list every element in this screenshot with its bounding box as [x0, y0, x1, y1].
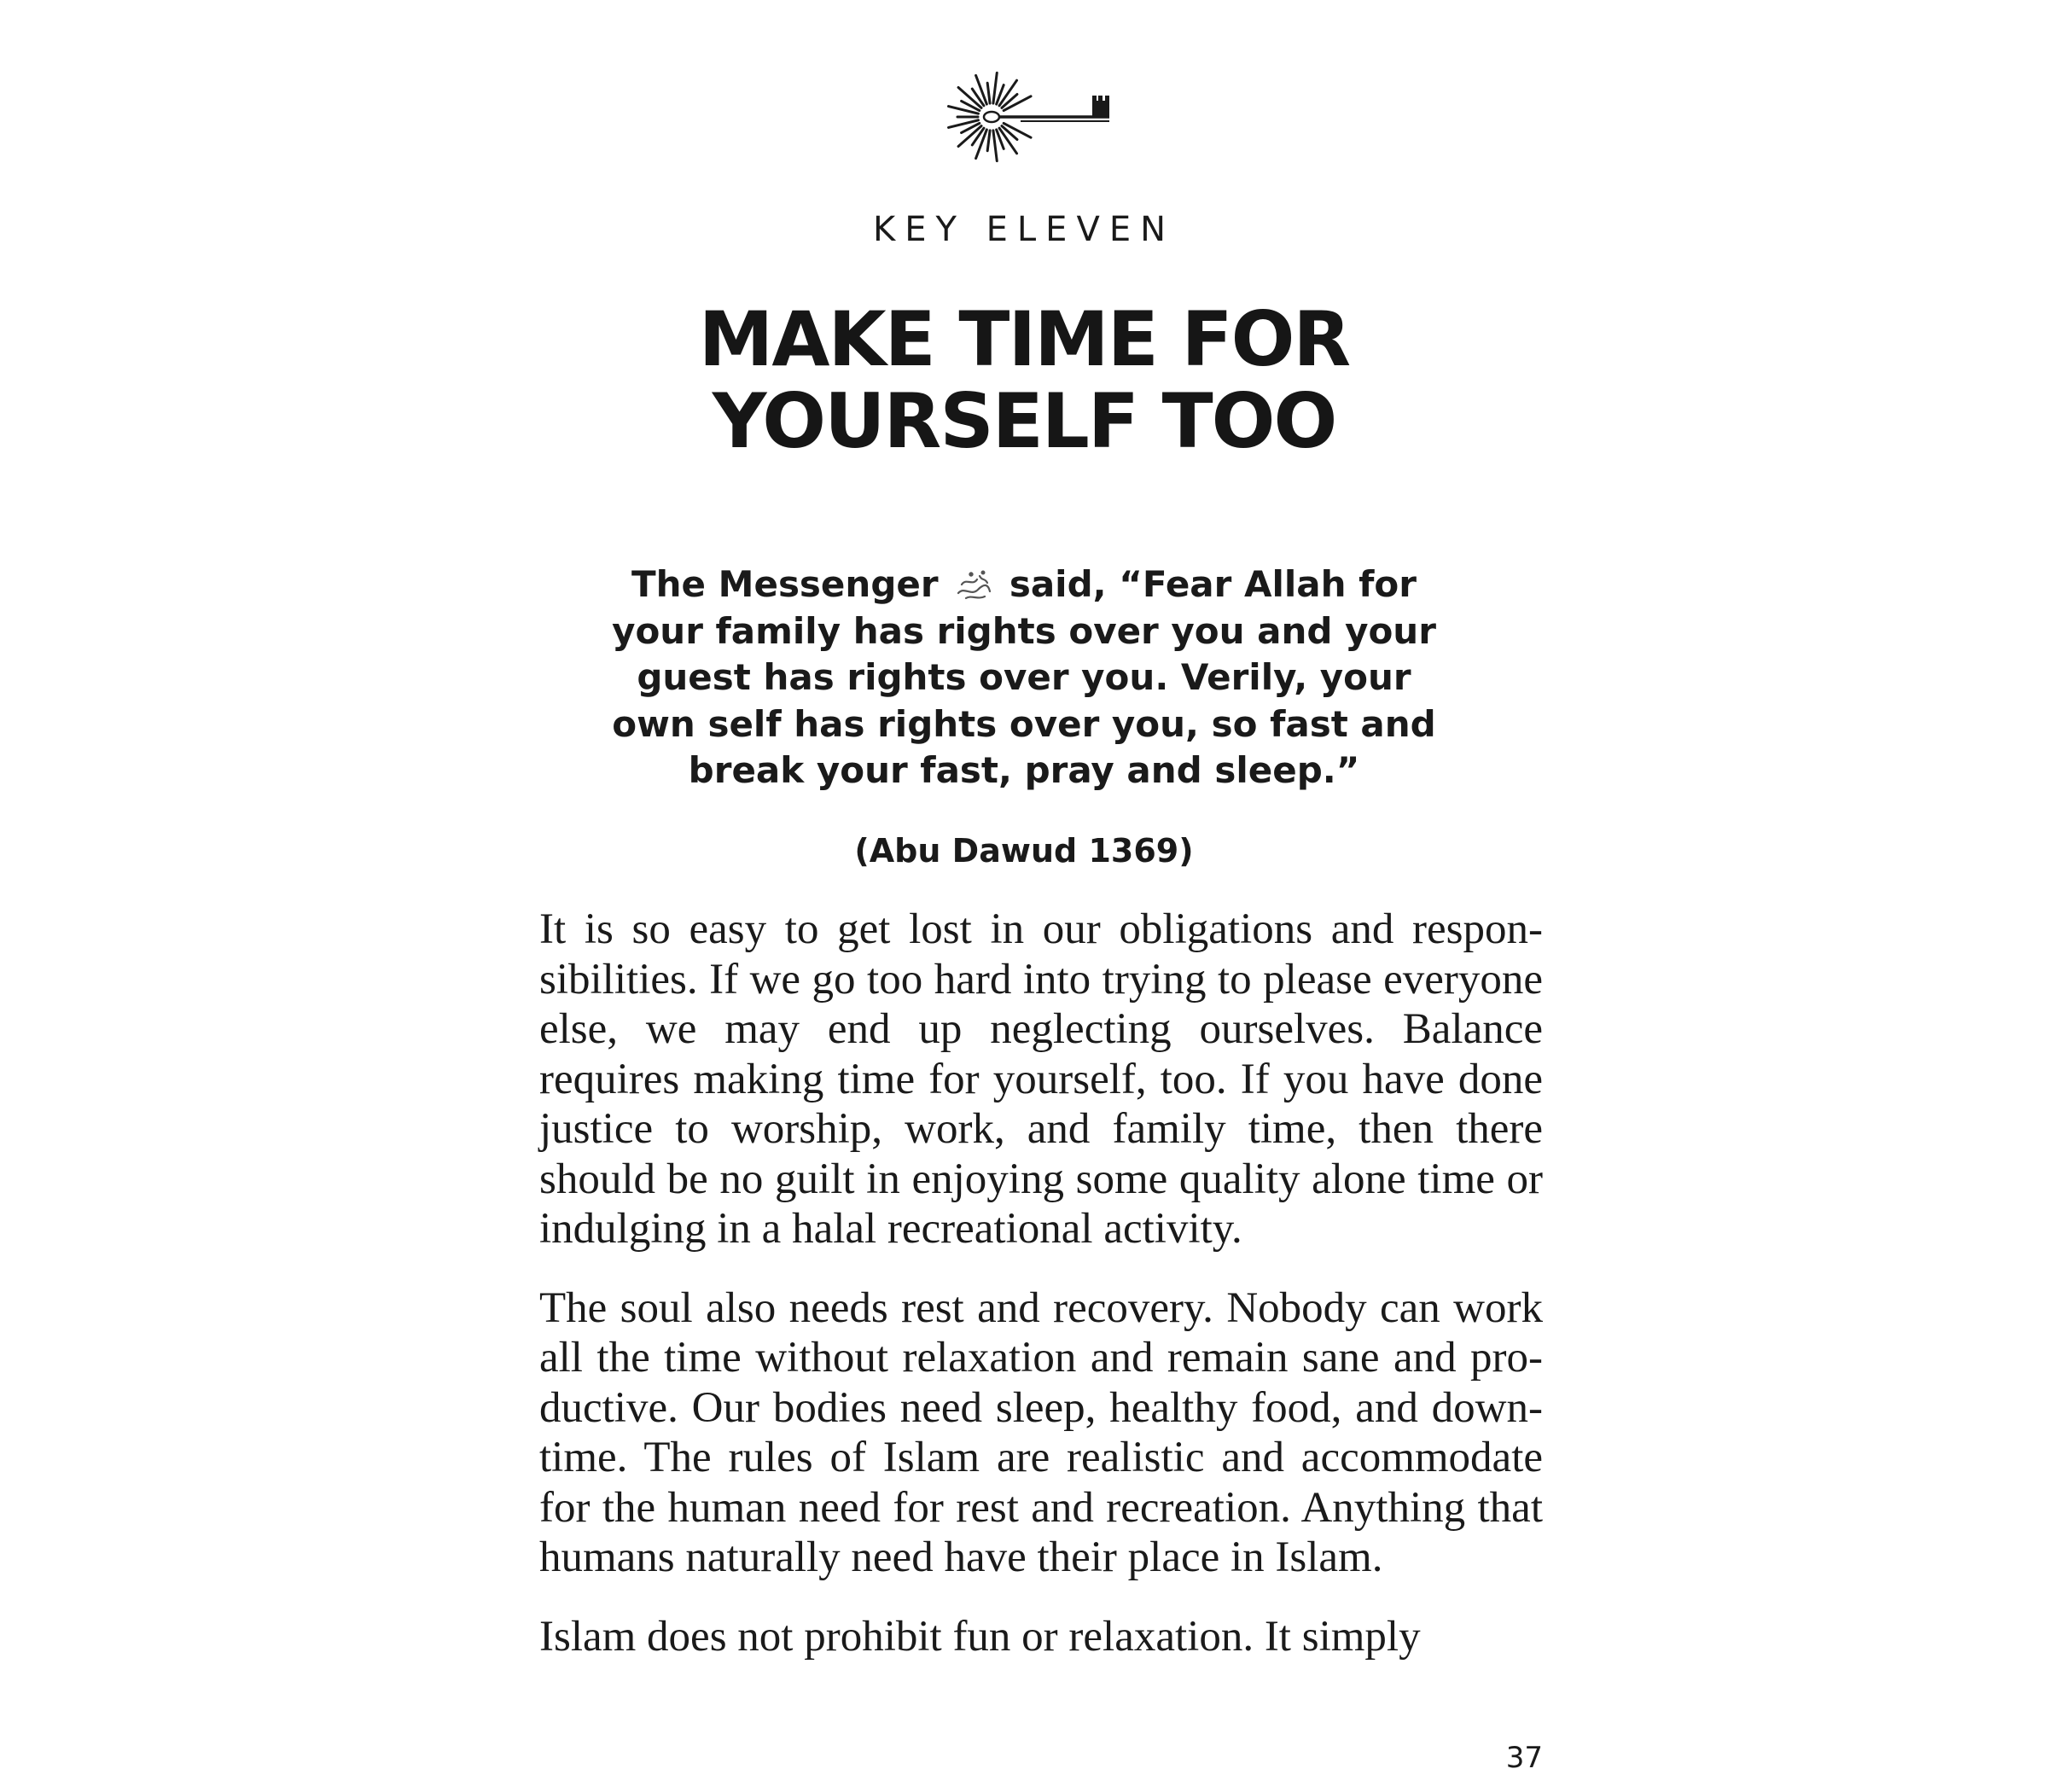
body-paragraph: The soul also needs rest and recovery. Nobody can work all the time without relaxation and remain sane and productive. Our bodies need sleep, healthy food, and downtime. The rules of Islam are realistic and accommodate for the human need for rest and recreation. Anything that humans naturally need have their place in Islam. [539, 1283, 1543, 1581]
chapter-title-line-2: YOURSELF TOO [712, 377, 1336, 465]
salawat-calligraphy-icon [954, 567, 993, 602]
body-text [539, 905, 1543, 1690]
hadith-quote-opening: The Messenger [631, 563, 939, 605]
chapter-title [0, 295, 2048, 465]
chapter-kicker: KEY ELEVEN [872, 210, 1176, 249]
body-paragraph: Islam does not prohibit fun or relaxation. It simply [539, 1612, 1421, 1661]
page-number: 37 [1505, 1741, 1543, 1775]
hadith-quote-body: said, “Fear Allah for your family has rights over you and your guest has rights over you. Verily, your own self has rights over you, so fast and break your fast, pray and sleep.” [612, 563, 1436, 791]
hadith-quote [597, 561, 1451, 794]
chapter-title-line-1: MAKE TIME FOR [698, 295, 1350, 383]
body-paragraph: It is so easy to get lost in our obligations and responsibilities. If we go too hard into trying to please everyone else, we may end up neglecting ourselves. Balance requires making time for yourself, too. If you have done justice to worship, work, and family time, then there should be no guilt in enjoying some quality alone time or indulging in a halal recreational activity. [539, 905, 1543, 1253]
key-with-sunburst-icon [939, 61, 1118, 172]
hadith-source: (Abu Dawud 1369) [854, 832, 1194, 870]
